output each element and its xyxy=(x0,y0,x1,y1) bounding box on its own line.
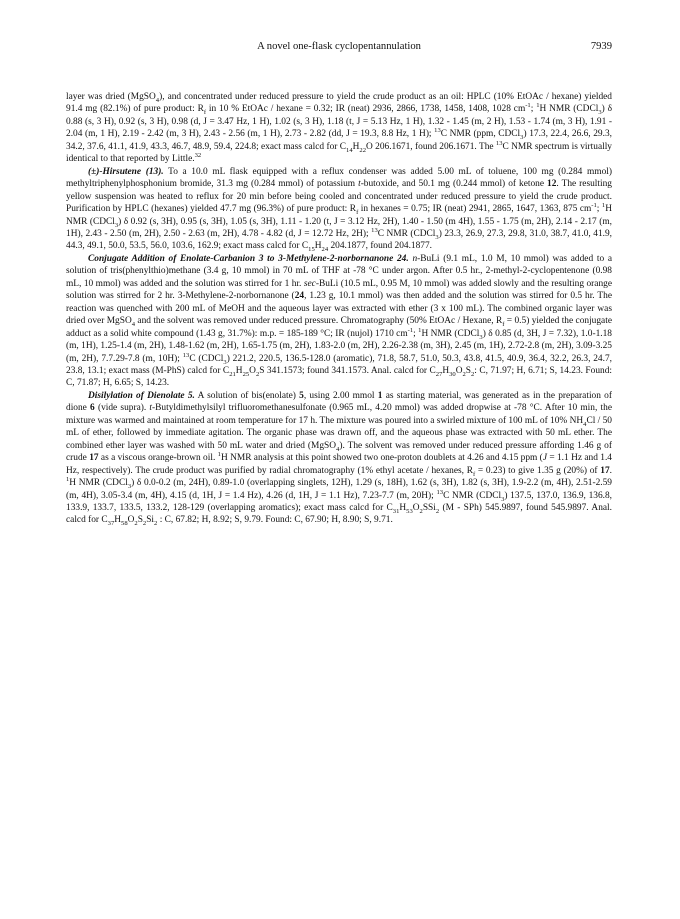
text-run: ) δ 0.85 (d, 3H, J = 7.32), 1.0-1.18 (m, 1H), 1.25-1.4 (m, 2H), 1.48-1.62 (m, 2H), 1.65-1.75 (m, 2H), 1.83-2.0 (m, 2H), 2.26-2.38 (m, 3H), 2.45 (m, 1H), 2.72-2.8 (m, 2H), 3.09-3.25 (m, 2H), 7.7.29-7.8 (m, 10H); xyxy=(66,328,612,364)
text-run: Si xyxy=(146,515,155,526)
text-run: in hexanes = 0.75; IR (neat) 2941, 2865, 1647, 1363, 875 cm xyxy=(358,204,592,215)
text-run: t xyxy=(149,403,153,414)
text-run: n xyxy=(412,253,418,264)
text-run: S 341.1573; found 341.1573. Anal. calcd for C xyxy=(259,365,436,376)
text-run: C NMR (CDCl xyxy=(377,228,436,239)
text-run: C NMR (ppm, CDCl xyxy=(440,129,521,140)
text-run: 1 xyxy=(377,390,383,401)
text-run: 2 xyxy=(142,520,147,528)
text-run: 2 xyxy=(134,520,138,528)
text-run: sec xyxy=(303,278,316,289)
text-run: as a viscous orange-brown oil. xyxy=(98,453,218,464)
text-run: 4 xyxy=(336,445,340,453)
text-run: 37 xyxy=(107,520,115,528)
text-run: 13 xyxy=(371,226,378,234)
text-run: 1 xyxy=(418,326,422,334)
text-run: 204.1877, found 204.1877. xyxy=(328,241,433,252)
text-run: -Butyldimethylsilyl trifluoromethanesulfonate (0.965 mL, 4.20 mmol) was added dropwise at -78 °C. After 10 min, the mixture was warmed and maintained at room temperature for 17 h. The mixture was poured into a swirled mixture of 100 mL of 10% NH xyxy=(66,403,612,426)
text-run: S xyxy=(137,515,143,526)
text-run: ) 17.3, 22.4, 26.6, 29.3, 34.2, 37.6, 41.1, 41.9, 43.3, 46.7, 48.9, 59.4, 224.8; exact mass calcd for C xyxy=(66,129,612,152)
text-run: H xyxy=(114,515,122,526)
text-run: 2 xyxy=(154,520,158,528)
text-run: ) 137.5, 137.0, 136.9, 136.8, 133.9, 133.7, 133.5, 133.2, 128-129 (overlapping aromatics); exact mass calcd for C xyxy=(66,490,613,513)
article-body xyxy=(66,91,612,527)
text-run: 22 xyxy=(359,146,366,154)
text-run: 3 xyxy=(435,233,439,241)
text-run: 1 xyxy=(217,451,221,459)
text-run: 3 xyxy=(223,358,227,366)
text-run: ; xyxy=(596,204,602,215)
text-run: ; xyxy=(530,104,537,115)
text-run: 3 xyxy=(127,482,132,490)
text-run: -1 xyxy=(591,201,597,209)
text-run: 3 xyxy=(479,333,483,341)
text-run: H xyxy=(235,365,243,376)
page-header xyxy=(66,41,612,57)
text-run: 17 xyxy=(600,465,610,476)
text-run: f xyxy=(203,109,207,117)
text-run: . xyxy=(609,465,612,476)
text-run: ) δ 0.0-0.2 (m, 24H), 0.89-1.0 (overlapping singlets, 12H), 1.29 (s, 18H), 1.62 (s, 3H), 1.82 (s, 3H), 1.9-2.2 (m, 4H), 2.51-2.59 (m, 4H), 3.05-3.4 (m, 4H), 4.15 (d, 1H, J = 1.4 Hz), 4.26 (d, 1H, J = 1.1 Hz), 7.23-7.7 (m, 20H); xyxy=(66,478,612,501)
text-run: J xyxy=(542,453,547,464)
text-run: layer was dried (MgSO xyxy=(66,92,156,102)
text-run: 6 xyxy=(90,403,95,414)
text-run: O 206.1671, found 206.1671. The xyxy=(366,141,496,152)
text-run: To a 10.0 mL flask equipped with a reflux condenser was added 5.00 mL of toluene, 100 mg (0.284 mmol) methyltriphenylphosphonium bromide, 31.3 mg (0.284 mmol) of potassium xyxy=(66,166,612,190)
text-run: 27 xyxy=(435,370,443,378)
text-run: C (CDCl xyxy=(189,353,224,364)
text-run: ) δ 0.88 (s, 3 H), 0.92 (s, 3 H), 0.98 (d, J = 3.47 Hz, 1 H), 1.02 (s, 3 H), 1.18 (t, J = 5.13 Hz, 1 H), 1.32 - 1.45 (m, 2 H), 1.53 - 1.74 (m, 3 H), 1.91 - 2.04 (m, 1 H), 2.19 - 2.42 (m, 3 H), 2.43 - 2.56 (m, 1 H), 2.73 - 2.82 (dd, J = 19.3, 8.8 Hz, 1 H); xyxy=(66,104,612,140)
text-run: H NMR (CDCl xyxy=(539,104,599,115)
paragraph-hirsutene xyxy=(66,166,612,253)
text-run: , using 2.00 mmol xyxy=(303,390,378,401)
text-run: H xyxy=(399,502,407,513)
text-run: 2 xyxy=(462,370,466,378)
text-run: 4 xyxy=(583,420,587,428)
text-run: = 1.1 Hz and 1.4 Hz, respectively). The crude product was purified by radial chromatography (1% ethyl acetate / hexanes, R xyxy=(66,453,612,476)
text-run: : C, 67.82; H, 8.92; S, 9.79. Found: C, 67.90; H, 8.90; S, 9.71. xyxy=(157,515,393,526)
text-run: 2 xyxy=(419,507,423,515)
text-run: 3 xyxy=(114,221,119,229)
text-run: 12 xyxy=(547,179,557,190)
text-run: 5 xyxy=(299,390,304,401)
text-run: H xyxy=(352,141,360,152)
paragraph-ketone-data xyxy=(66,91,612,166)
text-run: 4 xyxy=(131,321,136,329)
text-run: 1 xyxy=(536,102,540,110)
page-number: 7939 xyxy=(590,41,612,52)
text-run: 31 xyxy=(392,507,400,515)
section-heading: Conjugate Addition of Enolate-Carbanion 3 to 3-Methylene-2-norbornanone 24. xyxy=(88,253,409,264)
text-run: 1 xyxy=(601,201,606,209)
text-run: S xyxy=(465,365,471,376)
text-run: 3 xyxy=(520,134,524,142)
text-run: O xyxy=(412,502,420,513)
text-run: 13 xyxy=(434,127,441,135)
text-run: ; xyxy=(413,328,419,339)
section-heading: (±)-Hirsutene (13). xyxy=(88,166,164,177)
text-run: ) δ 0.92 (s, 3H), 0.95 (s, 3H), 1.05 (s, 3H), 1.11 - 1.20 (t, J = 3.12 Hz, 2H), 1.40 - 1.50 (m 4H), 1.55 - 1.75 (m, 2H), 2.14 - 2.17 (m, 1H), 2.43 - 2.50 (m, 2H), 2.50 - 2.63 (m, 2H), 4.78 - 4.82 (d, J = 12.72 Hz, 2H); xyxy=(66,216,612,239)
text-run: 58 xyxy=(121,520,128,528)
text-run: f xyxy=(472,470,476,478)
text-run: 2 xyxy=(435,507,440,515)
text-run: = 0.23) to give 1.35 g (20%) of xyxy=(475,465,601,476)
text-run: 32 xyxy=(194,152,202,160)
section-heading: Disilylation of Dienolate 5. xyxy=(88,390,195,401)
text-run: 25 xyxy=(242,370,250,378)
running-title: A novel one-flask cyclopentannulation xyxy=(257,41,421,52)
text-run: ) 221.2, 220.5, 136.5-128.0 (aromatic), 71.8, 58.7, 51.0, 50.3, 43.8, 41.5, 40.9, 36.4, 32.2, 26.3, 24.7, 23.8, 13.1; exact mass (M-PhS) calcd for C xyxy=(66,353,612,376)
text-run: as starting material, was generated as in the preparation of dione xyxy=(66,390,612,414)
text-run: in 10 % EtOAc / hexane = 0.32; IR (neat) 2936, 2866, 1738, 1458, 1408, 1028 cm xyxy=(206,104,526,115)
text-run: 1 xyxy=(66,475,70,483)
text-run: SSi xyxy=(422,502,436,513)
text-run: f xyxy=(356,208,359,216)
text-run: 3 xyxy=(598,109,602,117)
text-run: -BuLi (9.1 mL, 1.0 M, 10 mmol) was added to a solution of tris(phenylthio)methane (3.4 g, 10 mmol) in 70 mL of THF at -78 °C under argon. After 0.5 hr., 2-methyl-2-cyclopentenone (0.98 mL, 10 mmol) was added and the solution was stirred for 1 hr. xyxy=(66,253,613,289)
text-run: H NMR analysis at this point showed two one-proton doublets at 4.26 and 4.15 ppm ( xyxy=(220,453,543,464)
text-run: H NMR (CDCl xyxy=(69,478,128,489)
text-run: ) 23.3, 26.9, 27.3, 29.8, 31.0, 38.7, 41.0, 41.9, 44.3, 49.1, 50.0, 53.5, 56.0, 103.6, 162.9; exact mass calcd for C xyxy=(66,228,613,252)
text-run: O xyxy=(249,365,256,376)
text-run: 4 xyxy=(155,96,160,104)
text-run: 2 xyxy=(255,370,260,378)
text-run: 14 xyxy=(346,146,353,154)
text-run: 15 xyxy=(308,246,315,254)
text-run: 21 xyxy=(229,370,236,378)
text-run: Cl / 50 mL of ether, followed by immediate agitation. The organic phase was drawn off, and the aqueous phase was extracted with 50 mL ether. The combined ether layer was washed with 50 mL water and dried (MgSO xyxy=(66,415,612,451)
text-run: 13 xyxy=(495,139,503,147)
text-run: , 1.23 g, 10.1 mmol) was then added and the solution was stirred for 0.5 hr. The reaction was quenched with 200 mL of MeOH and the aqueous layer was extracted with ether (3 x 100 mL). The combined organic layer was dried over MgSO xyxy=(66,291,612,327)
text-run: O xyxy=(127,515,135,526)
paragraph-disilylation xyxy=(66,390,612,527)
text-run: and the solvent was removed under reduced pressure. Chromatography (50% EtOAc / Hexane, R xyxy=(135,316,503,327)
text-run: 53 xyxy=(406,507,413,515)
text-run: O xyxy=(455,365,463,376)
text-run: H xyxy=(442,365,450,376)
paragraph-conjugate-addition xyxy=(66,253,612,390)
text-run: 30 xyxy=(449,370,456,378)
text-run: (vide supra). xyxy=(94,403,150,414)
text-run: ). The solvent was removed under reduced pressure affording 1.46 g of crude xyxy=(66,440,612,464)
text-run: 2 xyxy=(470,370,475,378)
text-run: H NMR (CDCl xyxy=(421,328,480,339)
text-run: f xyxy=(502,321,505,329)
text-run: A solution of bis(enolate) xyxy=(194,390,300,401)
text-run: -1 xyxy=(525,102,531,110)
text-run: 17 xyxy=(89,453,99,464)
text-run: : C, 71.97; H, 6.71; S, 14.23. Found: C, 71.87; H, 6.65; S, 14.23. xyxy=(66,365,612,389)
text-run: 24 xyxy=(294,291,305,302)
text-run: ), and concentrated under reduced pressure to yield the crude product as an oil: HPLC (10% EtOAc / hexane) yielded 91.4 mg (82.1%) of pure product: R xyxy=(66,92,612,115)
text-run: 13 xyxy=(182,351,190,359)
text-run: 24 xyxy=(321,246,329,254)
text-run: H NMR (CDCl xyxy=(66,204,612,227)
text-run: -BuLi (10.5 mL, 0.95 M, 10 mmol) was added slowly and the resulting orange solution was stirred for 2 hr. 3-Methylene-2-norbornanone ( xyxy=(66,278,612,302)
text-run: (M - SPh) 545.9897, found 545.9897. Anal. calcd for C xyxy=(66,502,612,526)
text-run: t xyxy=(358,179,361,190)
text-run: C NMR (CDCl xyxy=(443,490,502,501)
text-run: 3 xyxy=(501,495,505,503)
text-run: -1 xyxy=(407,326,414,334)
text-run: 13 xyxy=(436,488,444,496)
text-run: = 0.5) yielded the conjugate adduct as a solid white compound (1.43 g, 31.7%): m.p. = 185-189 °C; IR (nujol) 1710 cm xyxy=(66,316,612,339)
text-run: C NMR spectrum is virtually identical to that reported by Little. xyxy=(66,141,612,165)
text-run: . The resulting yellow suspension was heated to reflux for 20 min before being cooled and concentrated under reduced pressure to yield the crude product. Purification by HPLC (hexanes) yielded 47.7 mg (96.3%) of pure product: R xyxy=(66,179,612,215)
text-run: H xyxy=(314,241,322,252)
text-run: -butoxide, and 50.1 mg (0.244 mmol) of ketone xyxy=(360,179,548,190)
